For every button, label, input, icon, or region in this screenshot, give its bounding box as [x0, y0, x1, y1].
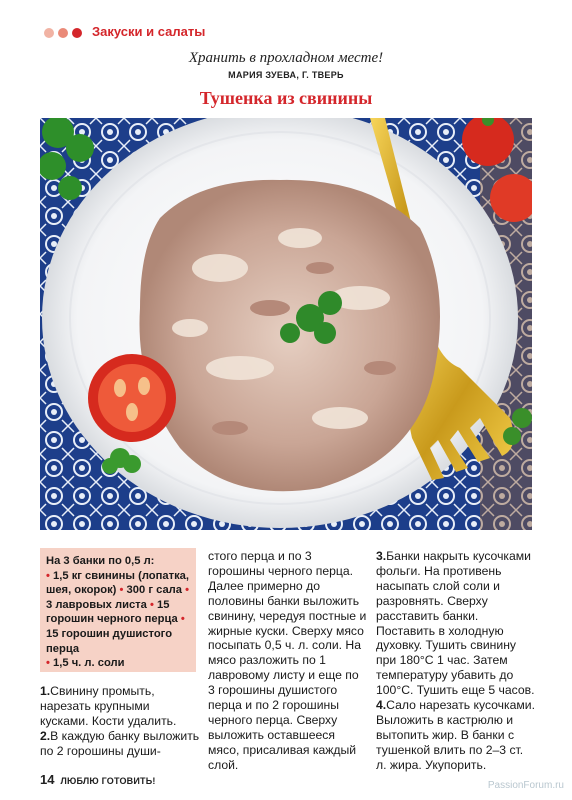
step-2-continued: стого перца и по 3 горошины черного перца. Далее примерно до половины банки выложить свинину, чередуя постные и жирные куски. Сверху мясо посыпать 0,5 ч. л. соли. На мясо разложить по 1 лавровому листу и еще по 3 горошины душистого перца и по 2 горошины черного перца. Сверху выложить оставшееся мясо, присаливая каждый слой. — [208, 549, 367, 772]
ingredient-item: 15 горошин черного перца — [46, 598, 178, 626]
ingredients-heading: На 3 банки по 0,5 л: — [46, 555, 155, 567]
ingredient-item: 1,5 ч. л. соли — [53, 657, 125, 670]
page-number: 14 — [40, 772, 55, 787]
tagline: Хранить в прохладном месте! — [188, 50, 384, 66]
step-number: 3. — [376, 549, 387, 563]
step-number: 2. — [40, 728, 51, 743]
steps-column-3 — [376, 549, 536, 773]
ingredient-item: 15 горошин душистого перца — [46, 627, 173, 655]
steps-column-2 — [208, 549, 368, 773]
ingredients-box — [40, 548, 196, 672]
step-4 — [376, 698, 536, 773]
step-number: 1. — [40, 684, 51, 698]
ingredient-item: 1,5 кг свинины (лопатка, шея, окорок) — [46, 569, 189, 597]
step-3 — [376, 549, 536, 698]
bullet-icon: • — [46, 569, 54, 582]
section-dot-3 — [72, 28, 82, 38]
step-1 — [40, 684, 200, 729]
bullet-icon: • — [119, 584, 127, 597]
bullet-icon: • — [149, 598, 158, 611]
watermark: PassionForum.ru — [487, 780, 564, 791]
ingredient-item: 300 г сала — [126, 584, 182, 597]
bullet-icon: • — [46, 657, 54, 670]
section-dot-1 — [44, 28, 54, 38]
steps-column-1 — [40, 684, 200, 759]
bullet-icon: • — [185, 584, 190, 597]
section-dots — [44, 28, 82, 38]
section-title: Закуски и салаты — [92, 24, 206, 39]
recipe-title: Тушенка из свинины — [199, 88, 373, 108]
step-text: Свинину промыть, нарезать крупными кусками. Кости удалить. — [40, 684, 177, 728]
magazine-name: ЛЮБЛЮ ГОТОВИТЬ! — [60, 776, 156, 786]
recipe-photo — [40, 118, 532, 530]
step-text: В каждую банку выложить по 2 горошины души- — [40, 728, 200, 758]
bullet-icon: • — [180, 613, 185, 626]
step-2-start — [40, 729, 200, 759]
ingredients-list — [46, 569, 190, 671]
page-footer — [40, 772, 156, 787]
step-number: 4. — [376, 698, 387, 713]
step-text: Сало нарезать кусочками. Выложить в кастрюлю и вытопить жир. В банки с тушенкой влить по 2–3 ст. л. жира. Укупорить. — [376, 698, 535, 772]
ingredient-item: 3 лавровых листа — [46, 598, 147, 611]
author-byline: МАРИЯ ЗУЕВА, Г. ТВЕРЬ — [228, 70, 344, 80]
step-text: Банки накрыть кусочками фольги. На противень насыпать слой соли и разровнять. Сверху расставить банки. Поставить в холодную духовку. Тушить свинину при 180°С 1 час. Затем температуру убавить до 100°С. Тушить еще 5 часов. — [376, 549, 535, 698]
section-dot-2 — [58, 28, 68, 38]
